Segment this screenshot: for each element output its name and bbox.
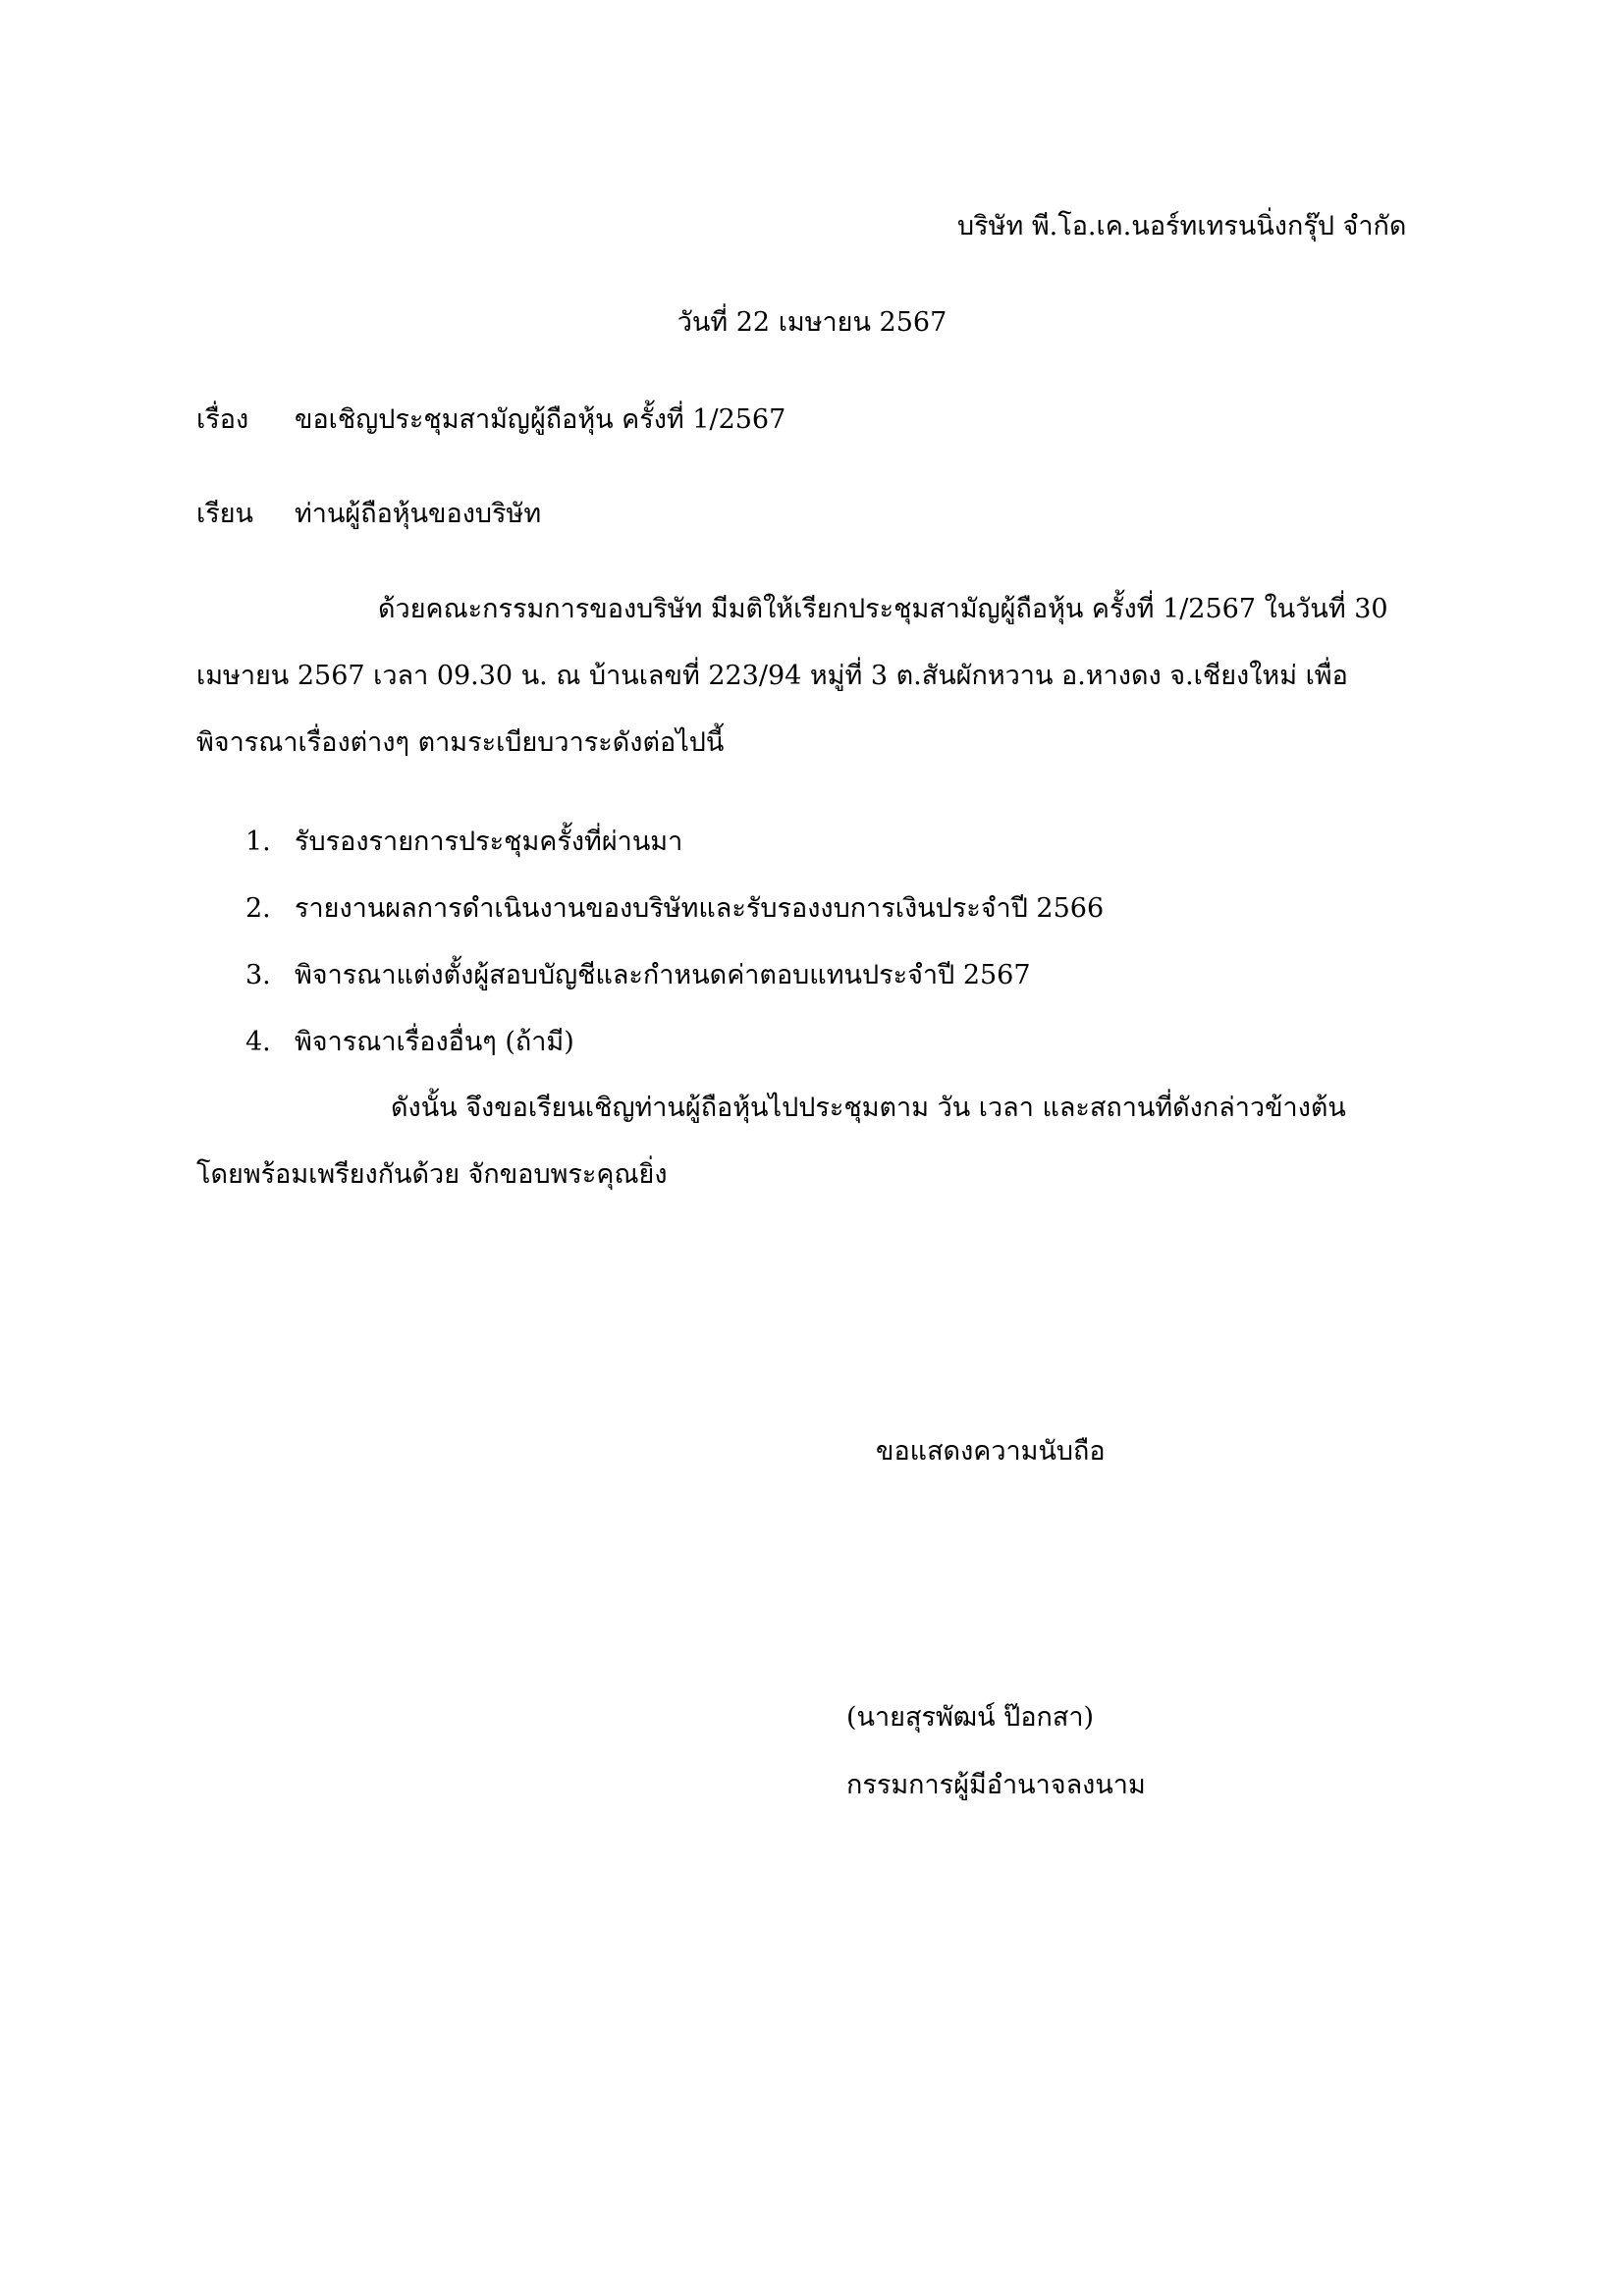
agenda-item-3: [245, 960, 1031, 991]
agenda-text: รับรองรายการประชุมครั้งที่ผ่านมา: [295, 827, 683, 857]
signatory-title: กรรมการผู้มีอำนาจลงนาม: [846, 1770, 1146, 1800]
agenda-text: รายงานผลการดำเนินงานของบริษัทและรับรองงบการเงินประจำปี 2566: [295, 893, 1105, 924]
agenda-item-2: [245, 893, 1104, 925]
agenda-number: 2.: [245, 893, 271, 924]
recipient-text: ท่านผู้ถือหุ้นของบริษัท: [295, 499, 542, 529]
agenda-number: 3.: [245, 960, 271, 990]
agenda-number: 1.: [245, 827, 271, 857]
body-line-1: ด้วยคณะกรรมการของบริษัท มีมติให้เรียกประชุมสามัญผู้ถือหุ้น ครั้งที่ 1/2567 ในวันที่ 30: [378, 594, 1388, 624]
agenda-text: พิจารณาเรื่องอื่นๆ (ถ้ามี): [295, 1027, 574, 1057]
closing-line-2: โดยพร้อมเพรียงกันด้วย จักขอบพระคุณยิ่ง: [196, 1159, 668, 1190]
subject-text: ขอเชิญประชุมสามัญผู้ถือหุ้น ครั้งที่ 1/2567: [295, 404, 786, 435]
agenda-item-4: [245, 1027, 574, 1058]
signatory-name: (นายสุรพัฒน์ ป๊อกสา): [846, 1702, 1095, 1733]
agenda-item-1: [245, 827, 682, 858]
body-line-3: พิจารณาเรื่องต่างๆ ตามระเบียบวาระดังต่อไปนี้: [196, 727, 725, 758]
body-line-2: เมษายน 2567 เวลา 09.30 น. ณ บ้านเลขที่ 223/94 หมู่ที่ 3 ต.สันผักหวาน อ.หางดง จ.เชียงใหม่ เพื่อ: [196, 661, 1348, 691]
agenda-number: 4.: [245, 1027, 271, 1057]
agenda-text: พิจารณาแต่งตั้งผู้สอบบัญชีและกำหนดค่าตอบแทนประจำปี 2567: [295, 960, 1031, 990]
subject-label: เรื่อง: [196, 404, 249, 435]
company-name: บริษัท พี.โอ.เค.นอร์ทเทรนนิ่งกรุ๊ป จำกัด: [957, 211, 1407, 241]
regards: ขอแสดงความนับถือ: [876, 1436, 1106, 1467]
recipient-label: เรียน: [196, 499, 254, 529]
date-line: วันที่ 22 เมษายน 2567: [677, 307, 947, 338]
closing-line-1: ดังนั้น จึงขอเรียนเชิญท่านผู้ถือหุ้นไปประชุมตาม วัน เวลา และสถานที่ดังกล่าวข้างต้น: [391, 1093, 1346, 1123]
